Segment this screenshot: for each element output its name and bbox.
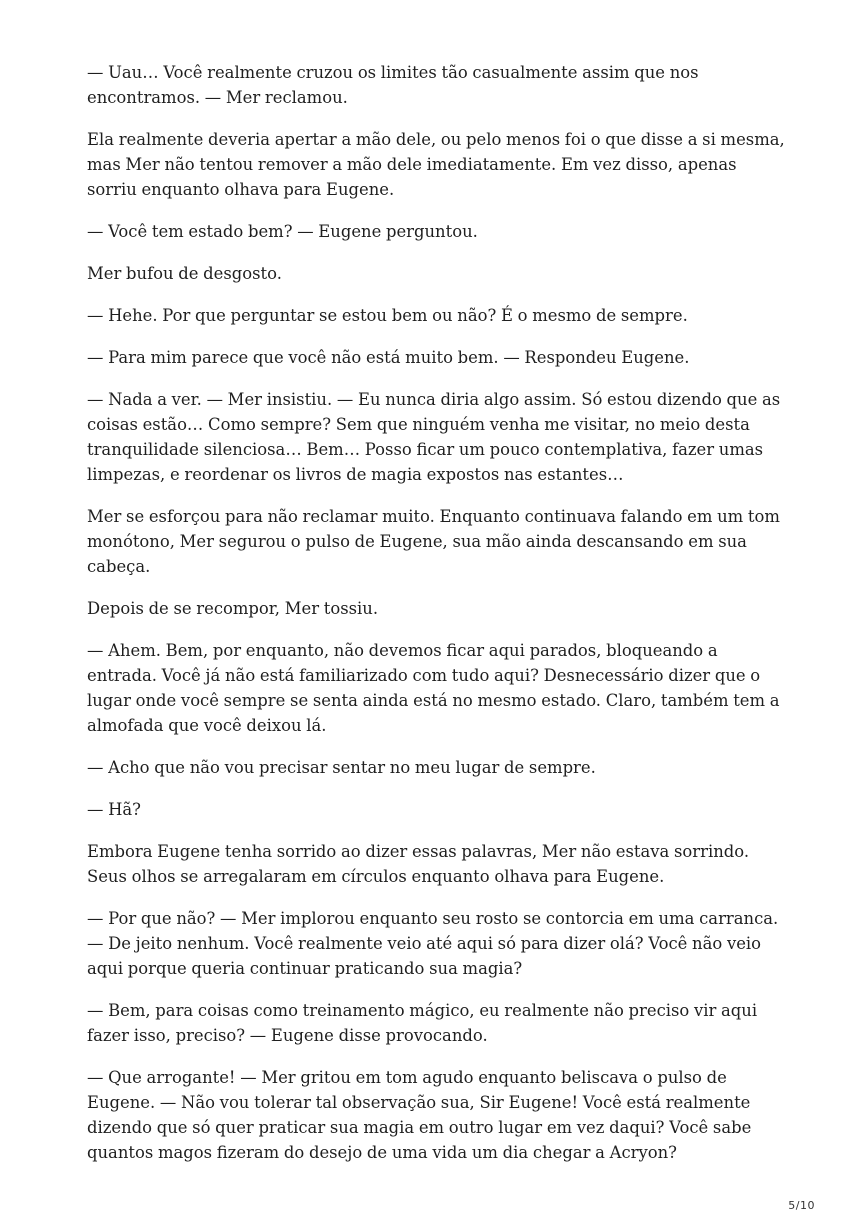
paragraph: — Hehe. Por que perguntar se estou bem ou não? É o mesmo de sempre. xyxy=(87,306,688,325)
paragraph: — Acho que não vou precisar sentar no meu lugar de sempre. xyxy=(87,758,596,777)
paragraph: Mer se esforçou para não reclamar muito. Enquanto continuava falando em um tom monótono, Mer segurou o pulso de Eugene, sua mão ainda descansando em sua cabeça. xyxy=(87,507,780,576)
paragraph: Ela realmente deveria apertar a mão dele, ou pelo menos foi o que disse a si mesma, mas Mer não tentou remover a mão dele imediatamente. Em vez disso, apenas sorriu enquanto olhava para Eugene. xyxy=(87,130,785,199)
paragraph: — Uau… Você realmente cruzou os limites tão casualmente assim que nos encontramos. — Mer reclamou. xyxy=(87,63,699,107)
paragraph: — Hã? xyxy=(87,800,141,819)
page-number: 5/10 xyxy=(788,1199,815,1212)
paragraph: Mer bufou de desgosto. xyxy=(87,264,282,283)
paragraph: — Você tem estado bem? — Eugene perguntou. xyxy=(87,222,478,241)
paragraph: — Nada a ver. — Mer insistiu. — Eu nunca diria algo assim. Só estou dizendo que as coisas estão… Como sempre? Sem que ninguém venha me visitar, no meio desta tranquilidade silenciosa… Bem… Posso ficar um pouco contemplativa, fazer umas limpezas, e reordenar os livros de magia expostos nas estantes… xyxy=(87,390,781,484)
paragraph: Embora Eugene tenha sorrido ao dizer essas palavras, Mer não estava sorrindo. Seus olhos se arregalaram em círculos enquanto olhava para Eugene. xyxy=(87,842,750,886)
paragraph: Depois de se recompor, Mer tossiu. xyxy=(87,599,379,618)
paragraph: — Que arrogante! — Mer gritou em tom agudo enquanto beliscava o pulso de Eugene. — Não vou tolerar tal observação sua, Sir Eugene! Você está realmente dizendo que só quer praticar sua magia em outro lugar em vez daqui? Você sabe quantos magos fizeram do desejo de uma vida um dia chegar a Acryon? xyxy=(87,1068,752,1162)
paragraph: — Para mim parece que você não está muito bem. — Respondeu Eugene. xyxy=(87,348,690,367)
paragraph: — Por que não? — Mer implorou enquanto seu rosto se contorcia em uma carranca. — De jeito nenhum. Você realmente veio até aqui só para dizer olá? Você não veio aqui porque queria continuar praticando sua magia? xyxy=(87,909,779,978)
paragraph: — Ahem. Bem, por enquanto, não devemos ficar aqui parados, bloqueando a entrada. Você já não está familiarizado com tudo aqui? Desnecessário dizer que o lugar onde você sempre se senta ainda está no mesmo estado. Claro, também tem a almofada que você deixou lá. xyxy=(87,641,780,735)
paragraph: — Bem, para coisas como treinamento mágico, eu realmente não preciso vir aqui fazer isso, preciso? — Eugene disse provocando. xyxy=(87,1001,758,1045)
document-body xyxy=(87,60,787,1182)
